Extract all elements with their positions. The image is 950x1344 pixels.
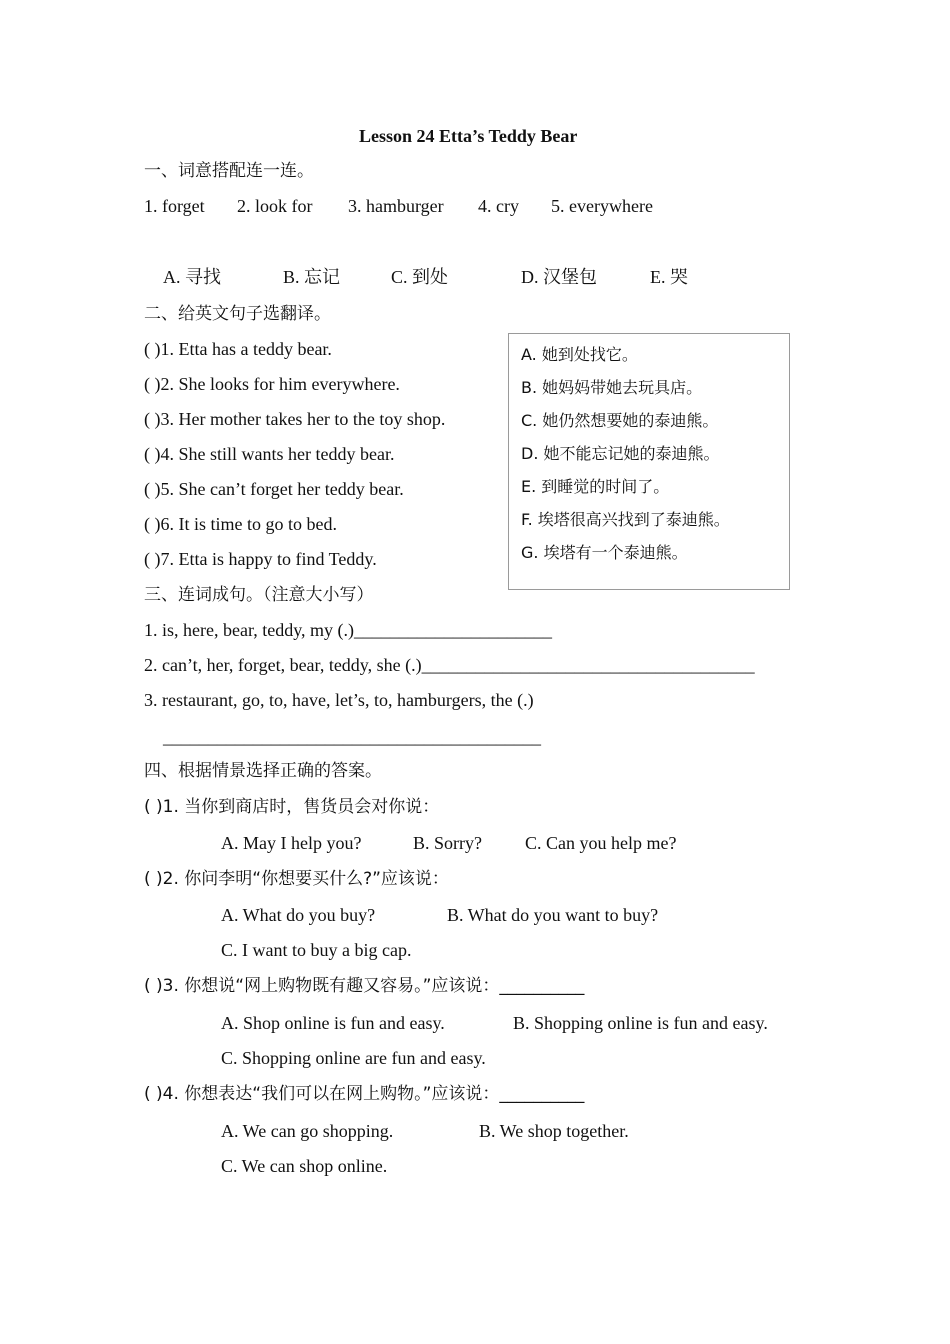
option-item: G. 埃塔有一个泰迪熊。 <box>521 543 688 562</box>
option-item: D. 她不能忘记她的泰迪熊。 <box>521 444 720 463</box>
answer-option: A. We can go shopping. <box>221 1121 394 1141</box>
translation-question: ( )2. She looks for him everywhere. <box>144 374 400 394</box>
answer-option: A. May I help you? <box>221 833 362 853</box>
translation-question: ( )3. Her mother takes her to the toy shop. <box>144 409 446 429</box>
answer-option: A. Shop online is fun and easy. <box>221 1013 445 1033</box>
option-item: A. 她到处找它。 <box>521 345 638 364</box>
answer-option: B. What do you want to buy? <box>447 905 659 925</box>
translation-question: ( )4. She still wants her teddy bear. <box>144 444 395 464</box>
answer-option: C. We can shop online. <box>221 1156 388 1176</box>
translation-question: ( )7. Etta is happy to find Teddy. <box>144 549 377 569</box>
section-1-heading: 一、词意搭配连一连。 <box>144 161 314 181</box>
word-item: 5. everywhere <box>551 196 653 216</box>
answer-option: C. Shopping online are fun and easy. <box>221 1048 486 1068</box>
sentence-item: 1. is, here, bear, teddy, my (.)______________________ <box>144 620 553 640</box>
sentence-item: 2. can’t, her, forget, bear, teddy, she (.)_____________________________________ <box>144 655 755 675</box>
word-item: 3. hamburger <box>348 196 444 216</box>
sentence-item: 3. restaurant, go, to, have, let’s, to, hamburgers, the (.) <box>144 690 534 710</box>
answer-option: B. Shopping online is fun and easy. <box>513 1013 768 1033</box>
word-item: 2. look for <box>237 196 313 216</box>
section-2-heading: 二、给英文句子选翻译。 <box>144 304 331 324</box>
section-3-heading: 三、连词成句。（注意大小写） <box>144 585 374 605</box>
meaning-item: C. 到处 <box>391 267 449 287</box>
answer-option: B. Sorry? <box>413 833 482 853</box>
situation-question: ( )1. 当你到商店时，售货员会对你说： <box>144 797 440 817</box>
situation-question: ( )4. 你想表达“我们可以在网上购物。”应该说：__________ <box>144 1084 585 1104</box>
situation-question: ( )3. 你想说“网上购物既有趣又容易。”应该说：__________ <box>144 976 585 996</box>
meaning-item: D. 汉堡包 <box>521 267 597 287</box>
option-item: F. 埃塔很高兴找到了泰迪熊。 <box>521 510 730 529</box>
option-item: B. 她妈妈带她去玩具店。 <box>521 378 703 397</box>
translation-question: ( )6. It is time to go to bed. <box>144 514 337 534</box>
answer-option: C. Can you help me? <box>525 833 677 853</box>
word-item: 1. forget <box>144 196 205 216</box>
translation-question: ( )1. Etta has a teddy bear. <box>144 339 332 359</box>
situation-question: ( )2. 你问李明“你想要买什么?”应该说： <box>144 869 449 889</box>
meaning-item: B. 忘记 <box>283 267 341 287</box>
meaning-item: E. 哭 <box>650 267 688 287</box>
options-box <box>508 333 790 590</box>
section-4-heading: 四、根据情景选择正确的答案。 <box>144 761 382 781</box>
option-item: E. 到睡觉的时间了。 <box>521 477 670 496</box>
option-item: C. 她仍然想要她的泰迪熊。 <box>521 411 719 430</box>
answer-option: C. I want to buy a big cap. <box>221 940 412 960</box>
word-item: 4. cry <box>478 196 519 216</box>
answer-option: B. We shop together. <box>479 1121 629 1141</box>
meaning-item: A. 寻找 <box>163 267 221 287</box>
answer-line: __________________________________________ <box>163 727 541 747</box>
answer-option: A. What do you buy? <box>221 905 376 925</box>
translation-question: ( )5. She can’t forget her teddy bear. <box>144 479 404 499</box>
page-title: Lesson 24 Etta’s Teddy Bear <box>359 126 578 146</box>
